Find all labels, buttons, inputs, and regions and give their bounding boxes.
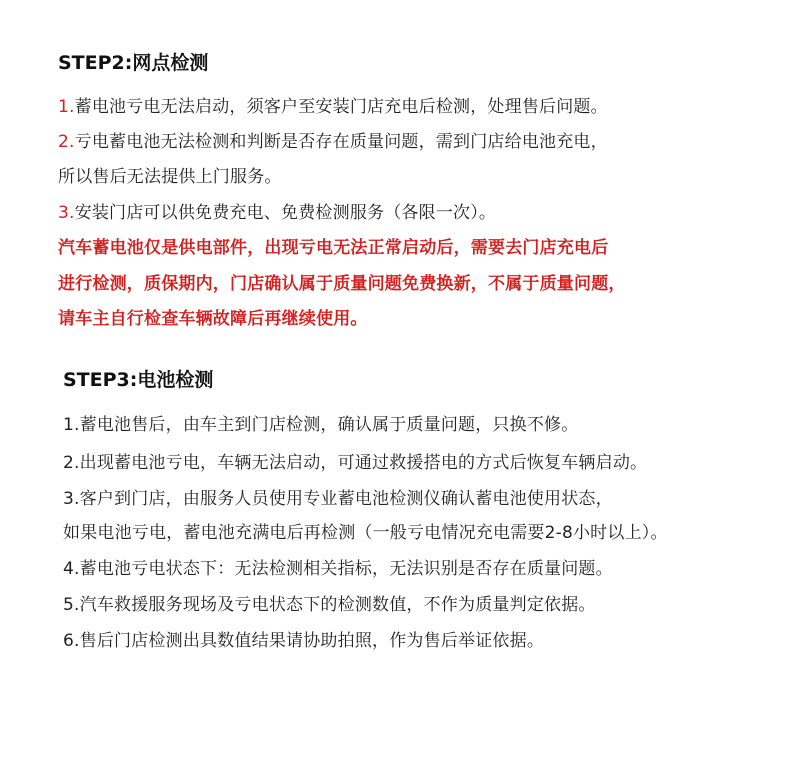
step2-item-1-text: 蓄电池亏电无法启动，须客户至安装门店充电后检测，处理售后问题。 (74, 97, 608, 117)
step2-notice-line-2: 进行检测，质保期内，门店确认属于质量问题免费换新，不属于质量问题， (58, 274, 626, 294)
step3-line-1: 1.蓄电池售后，由车主到门店检测，确认属于质量问题，只换不修。 (63, 415, 579, 435)
step2-item-3-text: 安装门店可以供免费充电、免费检测服务（各限一次）。 (74, 203, 497, 223)
step2-item-1-number: 1. (58, 97, 75, 117)
step3-line-7: 6.售后门店检测出具数值结果请协助拍照，作为售后举证依据。 (63, 631, 545, 651)
step2-item-2-text: 亏电蓄电池无法检测和判断是否存在质量问题，需到门店给电池充电， (74, 132, 608, 152)
step3-line-5: 4.蓄电池亏电状态下：无法检测相关指标，无法识别是否存在质量问题。 (63, 559, 613, 579)
step2-notice-line-1: 汽车蓄电池仅是供电部件，出现亏电无法正常启动后，需要去门店充电后 (58, 238, 609, 258)
step2-item-2-continued-text: 所以售后无法提供上门服务。 (58, 167, 282, 187)
step2-item-2-continued (58, 162, 282, 187)
step2-item-2-number: 2. (58, 132, 75, 152)
step3-line-4: 如果电池亏电，蓄电池充满电后再检测（一般亏电情况充电需要2-8小时以上）。 (63, 523, 668, 543)
step2-item-3-number: 3. (58, 203, 75, 223)
step3-line-6: 5.汽车救援服务现场及亏电状态下的检测数值，不作为质量判定依据。 (63, 595, 596, 615)
step2-heading: STEP2:网点检测 (58, 52, 209, 74)
step2-item-1 (58, 92, 608, 117)
step2-item-2 (58, 127, 608, 152)
step3-line-3: 3.客户到门店，由服务人员使用专业蓄电池检测仪确认蓄电池使用状态， (63, 489, 613, 509)
step3-line-2: 2.出现蓄电池亏电，车辆无法启动，可通过救援搭电的方式后恢复车辆启动。 (63, 453, 648, 473)
step3-heading: STEP3:电池检测 (63, 369, 214, 391)
step2-item-3 (58, 198, 496, 223)
step2-notice-line-3: 请车主自行检查车辆故障后再继续使用。 (58, 309, 368, 329)
